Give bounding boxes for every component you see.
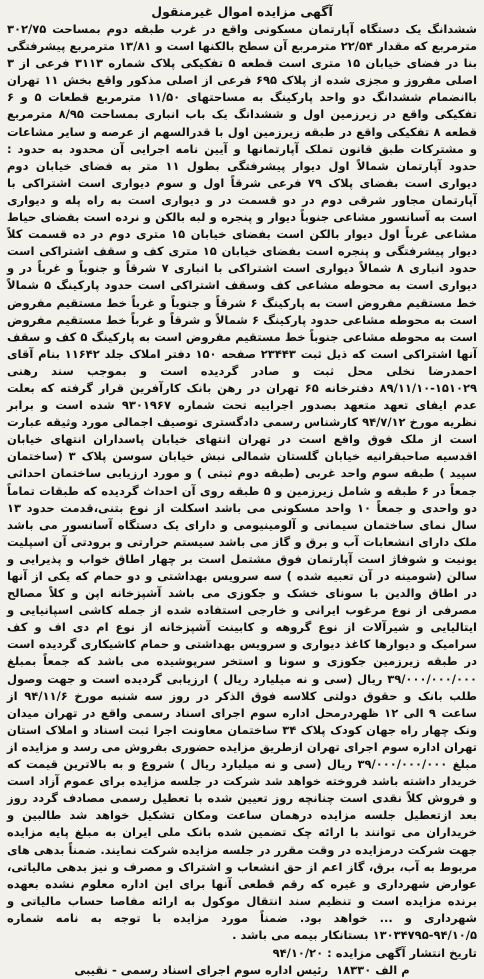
notice-title: آگهی مزایده اموال غیرمنقول: [151, 4, 333, 19]
footer-signature-line: [7, 962, 477, 979]
notice-footer: [7, 945, 477, 979]
notice-reference-number: م الف ۱۸۳۳۰: [336, 963, 410, 978]
publication-date: تاریخ انتشار آگهی مزایده : ۹۴/۱۰/۲۰: [272, 946, 477, 961]
notice-body: ششدانگ یک دستگاه آپارتمان مسکونی واقع در غرب طبقه دوم بمساحت ۳۰۲/۷۵ مترمربع که مقدار ۲۲/۵۴ مترمربع آن سطح بالکنها است و ۱۳/۸۱ مترمربع پیشرفتگی بنا در فضای خیابان ۱۵ متری است قطعه ۵ تفکیکی پلاک شماره ۳۱۱۳ فرعی از ۳ اصلی مفروز و مجزی شده از پلاک ۶۹۵ فرعی از اصلی مذکور واقع بخش ۱۱ تهران باانضمام ششدانگ دو واحد پارکینگ به مساحتهای ۱۱/۵۰ مترمربع قطعات ۵ و ۶ تفکیکی واقع در زیرزمین اول و ششدانگ یک باب انباری بمساحت ۸/۹۵ مترمربع قطعه ۸ تفکیکی واقع در طبقه زیرزمین اول با قدرالسهم از عرصه و سایر مشاعات و مشترکات طبق قانون تملک آپارتمانها و آیین نامه اجرایی آن محدود به حدود : حدود آپارتمان شمالاً اول دیوار پیشرفتگی بطول ۱۱ متر به فضای خیابان دوم دیواری است بفضای پلاک ۷۹ فرعی شرقاً اول و سوم دیواری است اشتراکی با آپارتمان مجاور شرقی دوم در دو قسمت در و دیواری است به راه پله و دیواری است به آسانسور مشاعی جنوباً دیوار و پنجره و لبه بالکن و نرده است بفضای حیاط مشاعی غرباً اول دیوار بالکن است بفضای خیابان ۱۵ متری دوم در ده قسمت کلاً دیوار پیشرفتگی و پنجره است بفضای خیابان ۱۵ متری کف و سقف اشتراکی است حدود انباری ۸ شمالاً دیواری است اشتراکی با انباری ۷ شرقاً و جنوباً و غرباً در و دیواری است به محوطه مشاعی کف وسقف اشتراکی است حدود پارکینگ ۵ شمالاً خط مستقیم مفروض است به پارکینگ ۶ شرقاً و جنوباً و غرباً خط مستقیم مفروض است به محوطه مشاعی حدود پارکینگ ۶ شمالاً و شرقاً و غرباً خط مستقیم مفروض است به محوطه مشاعی جنوباً خط مستقیم مفروض است به پارکینگ ۵ کف و سقف آنها اشتراکی است که ذیل ثبت ۲۳۴۴۳ صفحه ۱۵۰ دفتر املاک جلد ۱۱۶۴۲ بنام آقای احمدرضا نخلی محل ثبت و صادر گردیده است و بموجب سند رهنی ۱۵۱۰۲۹-۸۹/۱۱/۱۰ دفترخانه ۶۵ تهران در رهن بانک کارآفرین قرار گرفته که بعلت عدم ایفای تعهد متعهد بصدور اجراییه تحت شماره ۹۳۰۱۹۶۷ شده است و برابر نظریه مورخ ۹۴/۷/۱۲ کارشناس رسمی دادگستری توصیف اجمالی مورد وثیقه عبارت است از ملک فوق واقع است در تهران انتهای خیابان پاسداران انتهای خیابان اقدسیه صاحبقرانیه خیابان گلستان شمالی نبش خیابان سوسن پلاک ۳ (ساختمان سپید ) طبقه سوم واحد غربی (طبقه دوم ثبتی ) و مورد ارزیابی ساختمان احداثی جمعاً در ۶ طبقه و شامل زیرزمین و ۵ طبقه روی آن احداث گردیده که طبقات تماماً دو واحدی و جمعاً ۱۰ واحد مسکونی می باشد اسکلت از نوع بتنی،قدمت حدود ۱۳ سال نمای ساختمان سیمانی و آلومینیومی و دارای یک دستگاه آسانسور می باشد ملک دارای انشعابات آب و برق و گاز می باشد سیستم حرارتی و برودتی آن اسپلیت یونیت و شوفاژ است آپارتمان فوق مشتمل است بر چهار اطاق خواب و پذیرایی و سالن (شومینه در آن تعبیه شده ) سه سرویس بهداشتی و دو حمام که یکی از آنها در اطاق والدین با سونای خشک و جکوزی می باشد آشپزخانه اپن و کلاً مصالح مصرفی از نوع مرغوب ایرانی و خارجی استفاده شده از جمله کاشی اسپانیایی و ایتالیایی و شیرآلات از نوع گروهه و کابینت آشپزخانه از نوع ام دی اف و کف سرامیک و دیوارها کاغذ دیواری و سرویس بهداشتی و حمام کاشیکاری گردیده است در طبقه زیرزمین جکوزی و سونا و استخر سرپوشیده می باشد که جمعاً بمبلغ ۳۹/۰۰۰/۰۰۰/۰۰۰ ریال (سی و نه میلیارد ریال ) ارزیابی گردیده است و جهت وصول طلب بانک و حقوق دولتی کلاسه فوق الذکر در روز سه شنبه مورخ ۹۴/۱۱/۶ از ساعت ۹ الی ۱۲ ظهردرمحل اداره سوم اجرای اسناد رسمی واقع در تهران میدان ونک چهار راه جهان کودک پلاک ۳۴ ساختمان معاونت اجرا ثبت اسناد و املاک استان تهران اداره سوم اجرای تهران ازطریق مزایده حضوری بفروش می رسد و مزایده از مبلغ ۳۹/۰۰۰/۰۰۰/۰۰۰ ریال (سی و نه میلیارد ریال ) شروع و به بالاترین قیمت که خریدار داشته باشد فروخته خواهد شد شرکت در جلسه مزایده برای عموم آزاد است و فروش کلاً نقدی است چنانچه روز تعیین شده با تعطیل رسمی مصادف گردد روز بعد ازتعطیل جلسه مزایده درهمان ساعت ومکان تشکیل خواهد شد طالبین و خریداران می توانند با ارائه چک تضمین شده بانک ملی ایران به مبلغ پایه مزایده جهت شرکت درمزایده در وقت مقرر در جلسه مزایده شرکت نمایند. ضمناً بدهی های مربوط به آب، برق، گاز اعم از حق انشعاب و اشتراک و مصرف و نیز بدهی مالیاتی، عوارض شهرداری و غیره که رقم قطعی آنها برای این اداره معلوم نشده بعهده برنده مزایده است و تنظیم سند انتقال موکول به ارائه مفاصا حساب مالیاتی و شهرداری و ... خواهد بود. ضمناً مورد مزایده با توجه به نامه شماره ۹۴/۱۰/۵-۱۳۰۳۴۷۹۵ بستانکار بیمه می باشد .: [7, 22, 478, 942]
signatory: رئیس اداره سوم اجرای اسناد رسمی - نقیبی: [74, 963, 329, 978]
